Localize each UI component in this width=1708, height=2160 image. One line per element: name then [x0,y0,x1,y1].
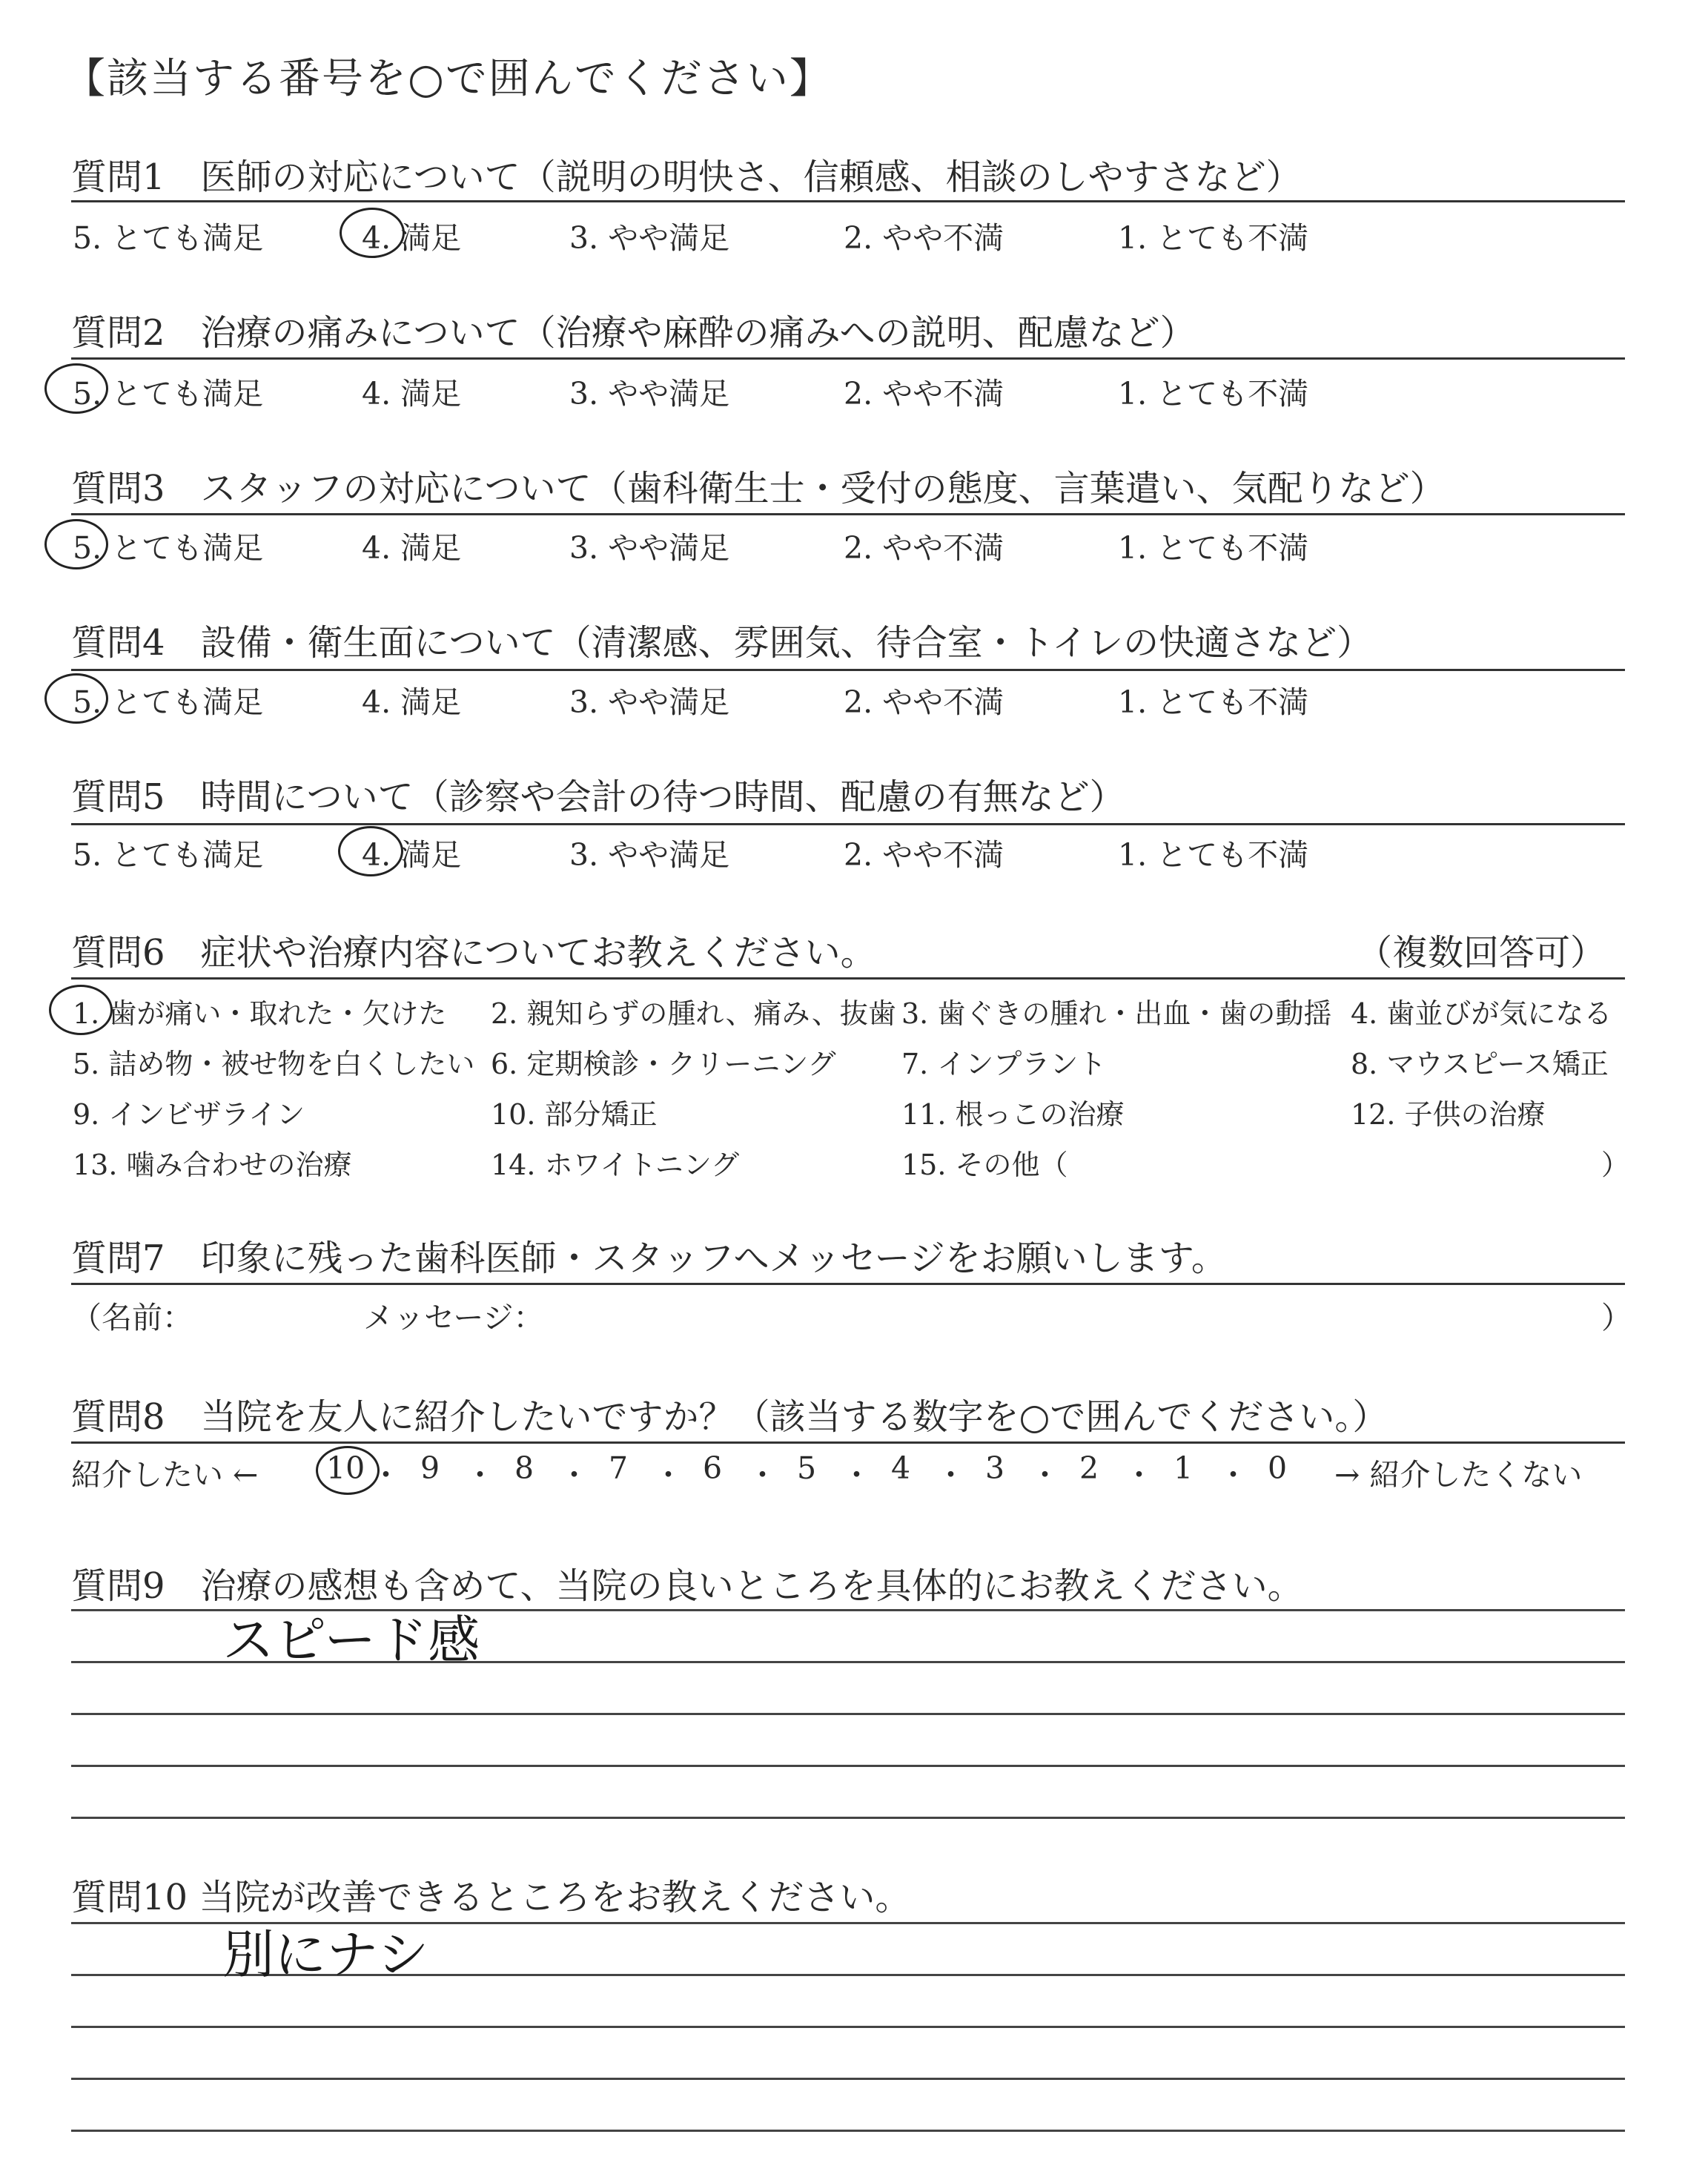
q8-scale-dot: ・ [371,1457,401,1493]
q1-opt-4[interactable]: 4. 満足 [362,220,462,256]
q4-opt-1[interactable]: 1. とても不満 [1118,684,1309,720]
q2-selection-circle [44,363,108,414]
q5-opt-2[interactable]: 2. やや不満 [844,837,1004,873]
q6-opt-8[interactable]: 8. マウスピース矯正 [1351,1048,1609,1080]
q8-scale-10[interactable]: 10 [326,1450,365,1486]
q6-opt-12[interactable]: 12. 子供の治療 [1351,1098,1546,1131]
q6-selection-circle [49,985,113,1035]
q4-opt-2[interactable]: 2. やや不満 [844,684,1004,720]
q6-note: （複数回答可） [1357,932,1606,974]
q6-opt-3[interactable]: 3. 歯ぐきの腫れ・出血・歯の動揺 [901,997,1332,1030]
q8-scale-dot: ・ [559,1457,589,1493]
q8-scale-9[interactable]: 9 [420,1450,440,1486]
q6-opt-4[interactable]: 4. 歯並びが気になる [1351,997,1612,1030]
q8-scale-dot: ・ [1124,1457,1154,1493]
q9-line-3 [71,1713,1625,1715]
q6-opt-14[interactable]: 14. ホワイトニング [491,1149,740,1181]
q3-opt-3[interactable]: 3. やや満足 [569,530,730,566]
q3-opt-4[interactable]: 4. 満足 [362,530,462,566]
q10-title: 質問10 当院が改善できるところをお教えください。 [71,1877,911,1918]
q7-message-label: メッセージ： [363,1300,544,1335]
q3-selection-circle [44,519,108,569]
q4-title: 質問4 設備・衛生面について（清潔感、雰囲気、待合室・トイレの快適さなど） [71,622,1373,664]
q3-opt-1[interactable]: 1. とても不満 [1118,530,1309,566]
q2-opt-5[interactable]: 5. とても満足 [73,376,264,412]
q5-opt-5[interactable]: 5. とても満足 [73,837,264,873]
q7-close: ） [1601,1300,1632,1335]
q8-scale-2[interactable]: 2 [1079,1450,1099,1486]
q8-left-label: 紹介したい ← [71,1457,259,1493]
q3-title: 質問3 スタッフの対応について（歯科衛生士・受付の態度、言葉遣い、気配りなど） [71,468,1446,509]
q8-scale-dot: ・ [1030,1457,1060,1493]
q8-scale-6[interactable]: 6 [703,1450,723,1486]
q6-opt-15[interactable]: 15. その他（ [901,1149,1068,1181]
q8-scale-0[interactable]: 0 [1268,1450,1288,1486]
q3-opt-2[interactable]: 2. やや不満 [844,530,1004,566]
q5-title: 質問5 時間について（診察や会計の待つ時間、配慮の有無など） [71,776,1125,818]
q5-opt-4[interactable]: 4. 満足 [362,837,462,873]
q6-opt-9[interactable]: 9. インビザライン [73,1098,305,1131]
q6-opt-13[interactable]: 13. 噛み合わせの治療 [73,1149,352,1181]
q6-opt-6[interactable]: 6. 定期検診・クリーニング [491,1048,836,1080]
q8-rule [71,1441,1625,1444]
q4-opt-5[interactable]: 5. とても満足 [73,684,264,720]
q5-opt-1[interactable]: 1. とても不満 [1118,837,1309,873]
q8-scale-7[interactable]: 7 [609,1450,629,1486]
q6-opt-5[interactable]: 5. 詰め物・被せ物を白くしたい [73,1048,475,1080]
q7-name-label: （名前： [71,1300,193,1335]
q10-answer: 別にナシ [222,1924,429,1985]
q6-rule [71,977,1625,980]
q6-opt-15-close: ） [1601,1149,1630,1181]
q4-rule [71,669,1625,671]
q1-selection-circle [340,208,405,258]
q8-scale-4[interactable]: 4 [891,1450,911,1486]
q8-scale-dot: ・ [841,1457,872,1493]
q3-opt-5[interactable]: 5. とても満足 [73,530,264,566]
q8-right-label: → 紹介したくない [1334,1457,1583,1493]
q8-scale-dot: ・ [1218,1457,1248,1493]
q7-title: 質問7 印象に残った歯科医師・スタッフへメッセージをお願いします。 [71,1238,1227,1279]
q10-line-3 [71,2026,1625,2028]
q8-scale-5[interactable]: 5 [797,1450,817,1486]
q8-scale-1[interactable]: 1 [1174,1450,1194,1486]
q10-line-5 [71,2130,1625,2132]
q2-title: 質問2 治療の痛みについて（治療や麻酔の痛みへの説明、配慮など） [71,312,1196,354]
q1-opt-2[interactable]: 2. やや不満 [844,220,1004,256]
q2-opt-3[interactable]: 3. やや満足 [569,376,730,412]
q6-opt-1[interactable]: 1. 歯が痛い・取れた・欠けた [73,997,447,1030]
q7-rule [71,1283,1625,1285]
q1-title: 質問1 医師の対応について（説明の明快さ、信頼感、相談のしやすさなど） [71,156,1302,198]
q10-line-4 [71,2078,1625,2080]
q5-opt-3[interactable]: 3. やや満足 [569,837,730,873]
q2-opt-2[interactable]: 2. やや不満 [844,376,1004,412]
q4-opt-3[interactable]: 3. やや満足 [569,684,730,720]
form-header: 【該当する番号を○で囲んでください】 [64,55,833,103]
q9-title: 質問9 治療の感想も含めて、当院の良いところを具体的にお教えください。 [71,1565,1303,1607]
q2-opt-1[interactable]: 1. とても不満 [1118,376,1309,412]
q5-rule [71,823,1625,825]
q6-opt-2[interactable]: 2. 親知らずの腫れ、痛み、抜歯 [491,997,896,1030]
q6-opt-11[interactable]: 11. 根っこの治療 [901,1098,1125,1131]
q2-opt-4[interactable]: 4. 満足 [362,376,462,412]
q1-opt-3[interactable]: 3. やや満足 [569,220,730,256]
q6-opt-10[interactable]: 10. 部分矯正 [491,1098,658,1131]
q1-rule [71,200,1625,202]
q1-opt-5[interactable]: 5. とても満足 [73,220,264,256]
q6-title: 質問6 症状や治療内容についてお教えください。 [71,932,876,974]
q4-selection-circle [44,673,108,724]
q5-selection-circle [338,826,403,876]
q6-opt-7[interactable]: 7. インプラント [901,1048,1107,1080]
q8-scale-dot: ・ [653,1457,683,1493]
q2-rule [71,357,1625,360]
q1-opt-1[interactable]: 1. とても不満 [1118,220,1309,256]
q8-scale-dot: ・ [465,1457,495,1493]
q8-scale-3[interactable]: 3 [985,1450,1005,1486]
q8-title: 質問8 当院を友人に紹介したいですか？（該当する数字を○で囲んでください。） [71,1396,1388,1438]
q3-rule [71,513,1625,515]
q8-scale-8[interactable]: 8 [514,1450,534,1486]
q9-answer: スピード感 [222,1610,480,1671]
q8-scale-dot: ・ [747,1457,778,1493]
q9-line-5 [71,1817,1625,1819]
q9-line-4 [71,1765,1625,1767]
q4-opt-4[interactable]: 4. 満足 [362,684,462,720]
q8-scale-dot: ・ [936,1457,966,1493]
q8-selection-circle [316,1446,380,1495]
